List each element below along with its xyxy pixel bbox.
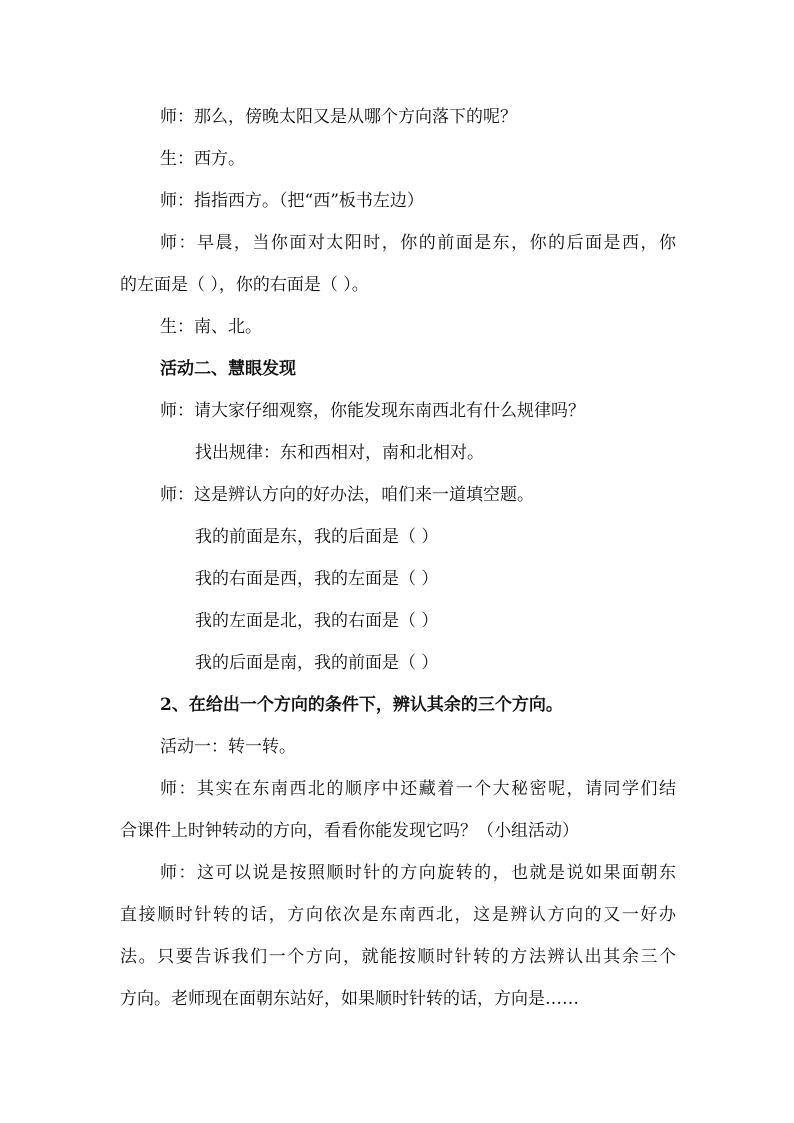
dialogue-line: 师：这是辨认方向的好办法，咱们来一道填空题。 xyxy=(160,485,534,505)
dialogue-line: 师：早晨，当你面对太阳时，你的前面是东，你的后面是西，你 xyxy=(160,233,676,253)
dialogue-line: 法。只要告诉我们一个方向，就能按顺时针转的方法辨认出其余三个 xyxy=(120,947,676,967)
dialogue-line: 方向。老师现在面朝东站好，如果顺时针转的话，方向是…… xyxy=(120,989,579,1009)
fill-blank-item: 我的右面是西，我的左面是（ ） xyxy=(195,569,439,589)
dialogue-line: 生：南、北。 xyxy=(160,317,262,337)
fill-blank-item: 我的后面是南，我的前面是（ ） xyxy=(195,653,439,673)
section-heading: 活动二、慧眼发现 xyxy=(160,359,296,379)
dialogue-line: 师：那么，傍晚太阳又是从哪个方向落下的呢？ xyxy=(160,107,517,127)
dialogue-line: 师：请大家仔细观察，你能发现东南西北有什么规律吗？ xyxy=(160,401,585,421)
rule-line: 找出规律：东和西相对，南和北相对。 xyxy=(195,443,484,463)
dialogue-line: 合课件上时钟转动的方向，看看你能发现它吗？（小组活动） xyxy=(120,821,579,841)
dialogue-line: 的左面是（ ），你的右面是（ ）。 xyxy=(120,275,369,295)
fill-blank-item: 我的前面是东，我的后面是（ ） xyxy=(195,527,439,547)
dialogue-line: 师：这可以说是按照顺时针的方向旋转的，也就是说如果面朝东 xyxy=(160,863,676,883)
dialogue-line: 直接顺时针转的话，方向依次是东南西北，这是辨认方向的又一好办 xyxy=(120,905,676,925)
dialogue-line: 师：指指西方。（把“西”板书左边） xyxy=(160,191,424,211)
dialogue-line: 师：其实在东南西北的顺序中还藏着一个大秘密呢，请同学们结 xyxy=(160,779,676,799)
fill-blank-item: 我的左面是北，我的右面是（ ） xyxy=(195,611,439,631)
section-heading: 2、在给出一个方向的条件下，辨认其余的三个方向。 xyxy=(160,695,563,715)
activity-title: 活动一：转一转。 xyxy=(160,737,296,757)
dialogue-line: 生：西方。 xyxy=(160,149,245,169)
